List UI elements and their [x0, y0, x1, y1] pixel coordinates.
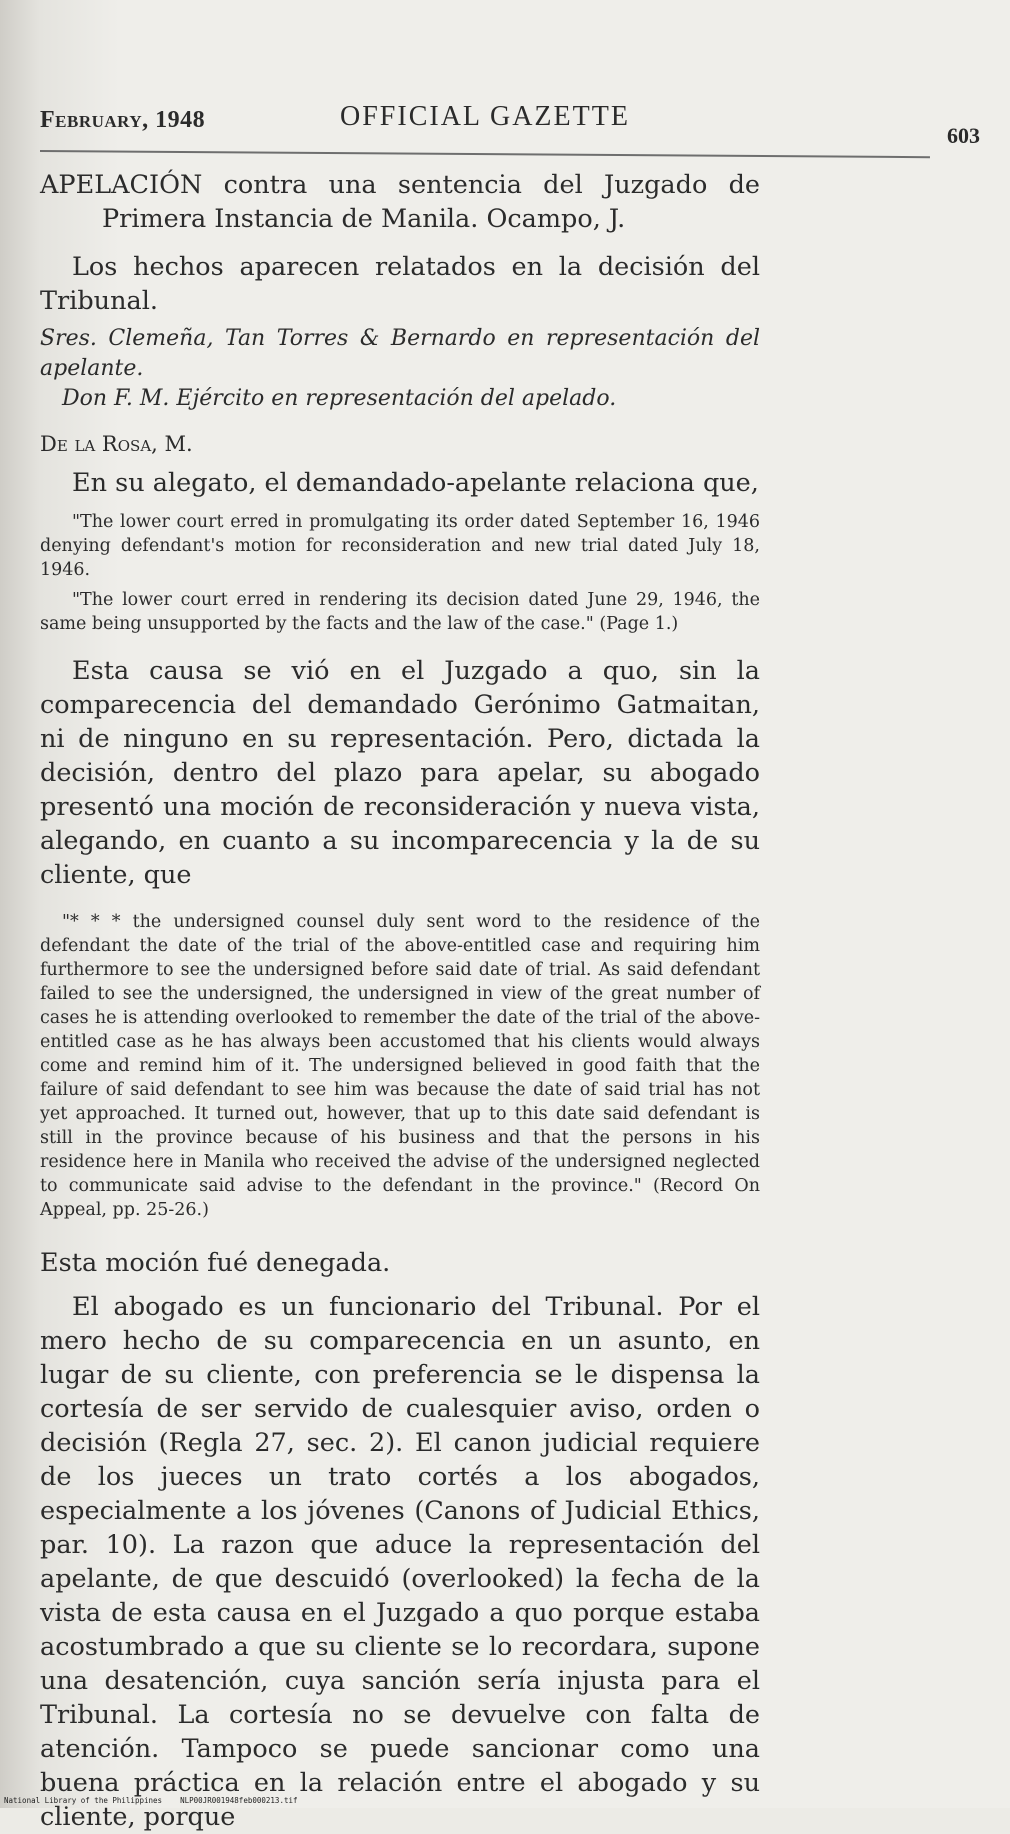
paragraph-2: El abogado es un funcionario del Tribunal. Por el mero hecho de su comparecencia en un asunto, en lugar de su cliente, con preferencia se le dispensa la cortesía de ser servido de cualesquier aviso, orden o decisión (Regla 27, sec. 2). El canon judicial requiere de los jueces un trato cortés a los abogados, especialmente a los jóvenes (Canons of Judicial Ethics, par. 10). La razon que aduce la representación del apelante, de que descuidó (overlooked) la fecha de la vista de esta causa en el Juzgado a quo porque estaba acostumbrado a que su cliente se lo recordara, supone una desatención, cuya sanción sería injusta para el Tribunal. La cortesía no se devuelve con falta de atención. Tampoco se puede sancionar como una buena práctica en la relación entre el abogado y su cliente, porque	[40, 1292, 760, 1832]
block-quote: "* * * the undersigned counsel duly sent word to the residence of the defendant the date of the trial of the above-entitled case and requiring him furthermore to see the undersigned before said date of trial. As said defendant failed to see the undersigned, the undersigned in view of the great number of cases he is attending overlooked to remember the date of the trial of the above-entitled case as he has always been accustomed that his clients would always come and remind him of it. The undersigned believed in good faith that the failure of said defendant to see him was because the date of said trial has not yet approached. It turned out, however, that up to this date said defendant is still in the province because of his business and that the persons in his residence here in Manila who received the advise of the undersigned neglected to communicate said advise to the defendant in the province." (Record On Appeal, pp. 25-26.)	[40, 912, 760, 1220]
footer-source: National Library of the Philippines	[4, 1796, 163, 1805]
scan-footer	[4, 1796, 298, 1805]
assigned-error-1: "The lower court erred in promulgating its order dated September 16, 1946 denying defendant's motion for reconsideration and new trial dated July 18, 1946.	[40, 512, 760, 580]
counsel-appellee: Don F. M. Ejército en representación del apelado.	[62, 386, 617, 411]
appeal-heading: APELACIÓN contra una sentencia del Juzgado de Primera Instancia de Manila. Ocampo, J.	[40, 170, 760, 234]
intro-line: En su alegato, el demandado-apelante relaciona que,	[72, 468, 759, 498]
footer-filename: NLP00JR001948feb000213.tif	[180, 1796, 298, 1805]
page-header	[40, 95, 980, 148]
counsel-appellant: Sres. Clemeña, Tan Torres & Bernardo en representación del apelante.	[40, 326, 760, 381]
motion-denied: Esta moción fué denegada.	[40, 1248, 391, 1278]
facts-line: Los hechos aparecen relatados en la decisión del Tribunal.	[40, 252, 760, 316]
header-date: February, 1948	[40, 107, 206, 133]
paragraph-1: Esta causa se vió en el Juzgado a quo, sin la comparecencia del demandado Gerónimo Gatmaitan, ni de ninguno en su representación. Pero, dictada la decisión, dentro del plazo para apelar, su abogado presentó una moción de reconsideración y nueva vista, alegando, en cuanto a su incomparecencia y la de su cliente, que	[40, 656, 760, 890]
ponente: De la Rosa, M.	[40, 432, 193, 456]
page-number: 603	[947, 123, 980, 148]
assigned-error-2: "The lower court erred in rendering its decision dated June 29, 1946, the same being unsupported by the facts and the law of the case." (Page 1.)	[40, 590, 760, 634]
header-title: OFFICIAL GAZETTE	[340, 101, 630, 132]
article-body	[40, 168, 760, 1834]
